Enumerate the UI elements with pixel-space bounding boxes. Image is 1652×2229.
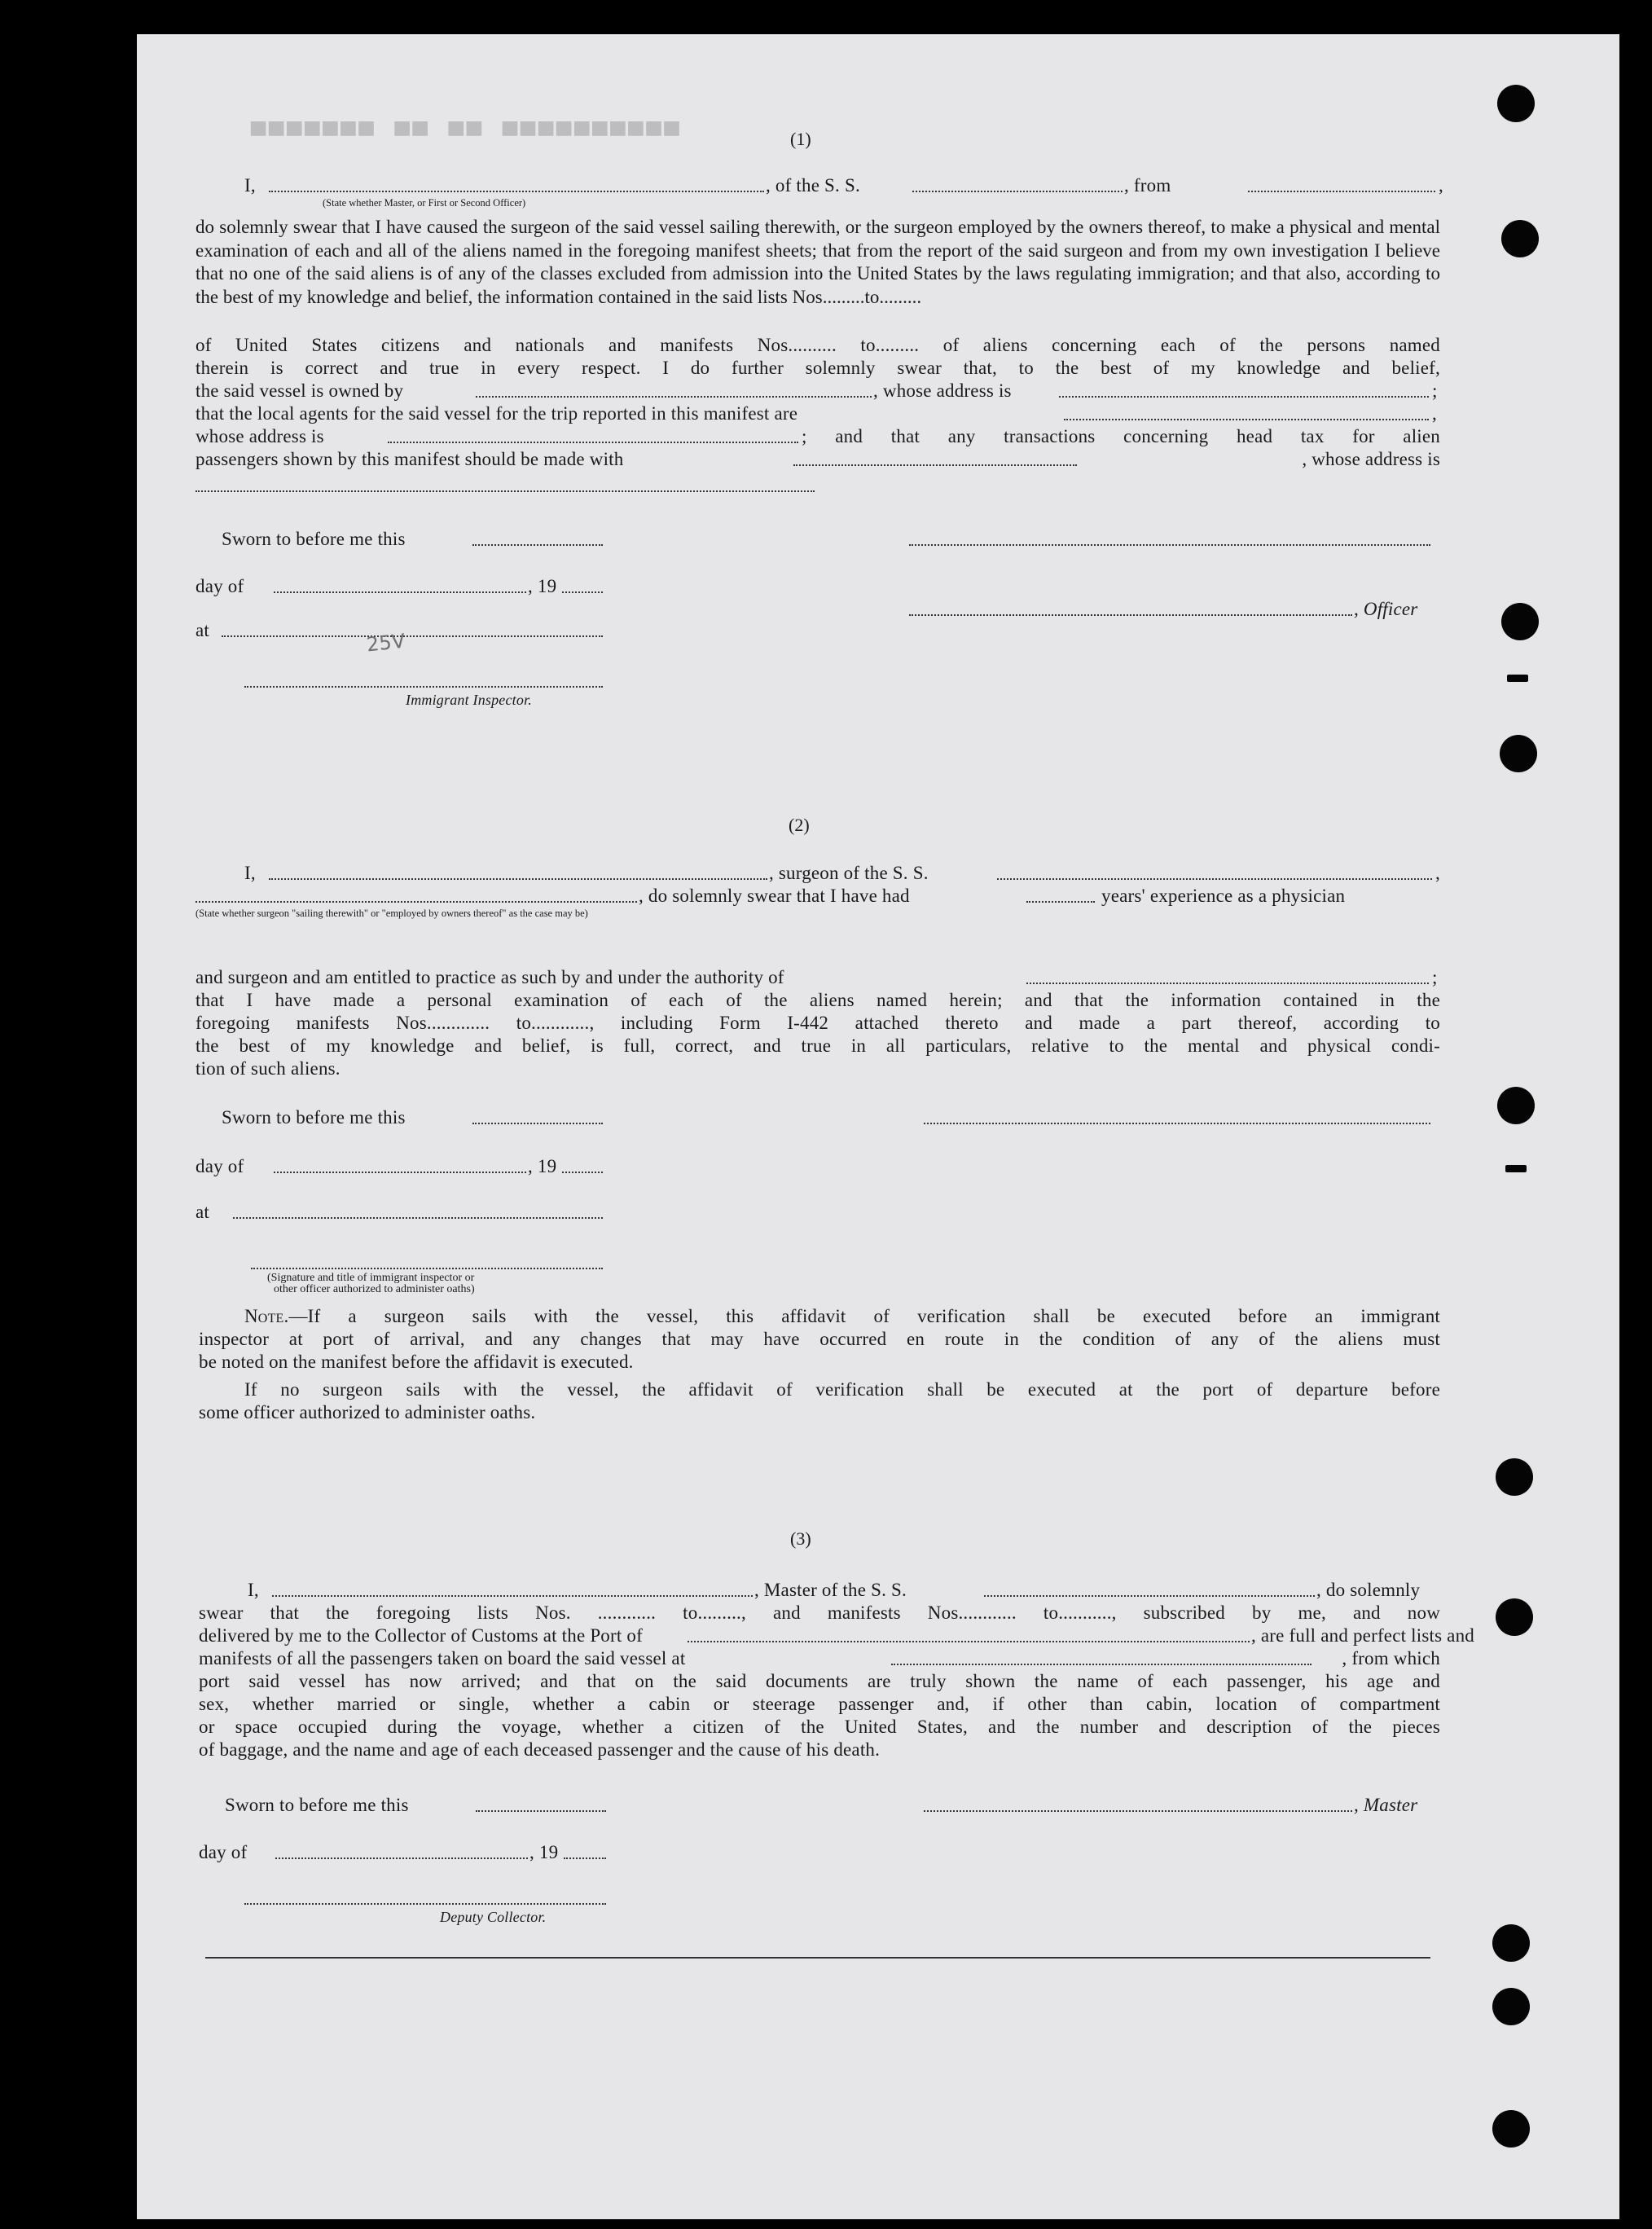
note-label: Note. — [244, 1306, 289, 1326]
section-1-vessel-label: , of the S. S. — [766, 175, 860, 196]
owned-by-label: the said vessel is owned by — [196, 380, 404, 401]
day-of-blank-2[interactable] — [274, 1172, 526, 1173]
punch-hole — [1497, 1087, 1535, 1124]
year-blank-3[interactable] — [564, 1858, 606, 1859]
inspector-signature-blank-2[interactable] — [251, 1268, 603, 1269]
agents-address-label: whose address is — [196, 426, 324, 446]
punch-mark — [1505, 1165, 1527, 1172]
day-of-label-3: day of — [199, 1842, 248, 1862]
sworn-label-3: Sworn to before me this — [225, 1795, 409, 1815]
surgeon-vessel-label: , surgeon of the S. S. — [769, 863, 929, 883]
punch-hole — [1492, 1988, 1530, 2025]
owner-address-semicolon: ; — [1432, 380, 1438, 401]
punch-hole — [1501, 603, 1539, 640]
handwritten-notation: 25V — [365, 629, 406, 657]
owner-blank[interactable] — [476, 396, 872, 398]
caption-surgeon: (State whether surgeon "sailing therewith" or "employed by owners thereof" as the case may be) — [196, 908, 588, 919]
section-1-oath-paragraph — [196, 216, 1440, 309]
master-vessel-blank[interactable] — [984, 1595, 1315, 1597]
surgeon-vessel-comma: , — [1435, 863, 1440, 883]
surgeon-name-blank[interactable] — [269, 878, 767, 880]
caption-signature-line-2: other officer authorized to administer oaths) — [274, 1283, 475, 1295]
sworn-date-blank-3[interactable] — [476, 1810, 606, 1812]
sworn-label-1: Sworn to before me this — [222, 529, 406, 549]
inspector-label: Immigrant Inspector. — [406, 692, 532, 708]
punch-hole — [1492, 1924, 1530, 1962]
section-2-i: I, — [244, 863, 256, 883]
sworn-label-2: Sworn to before me this — [222, 1107, 406, 1128]
master-swear-label: , do solemnly — [1316, 1580, 1421, 1600]
note-line-1 — [244, 1305, 1440, 1327]
delivered-end: , are full and perfect lists and — [1251, 1625, 1474, 1646]
at-place-blank-1[interactable] — [222, 635, 603, 637]
local-agents-label: that the local agents for the said vessel for the trip reported in this manifest are — [196, 403, 798, 424]
note-line-2: inspector at port of arrival, and any changes that may have occurred en route in the condition of any of the aliens must — [199, 1329, 1440, 1349]
note-text-1: —If a surgeon sails with the vessel, this affidavit of verification shall be executed before an immigrant — [288, 1306, 1440, 1326]
sworn-date-blank-1[interactable] — [472, 544, 603, 546]
bottom-rule — [205, 1957, 1430, 1959]
surgeon-vessel-blank[interactable] — [997, 878, 1432, 880]
owner-address-label: , whose address is — [873, 380, 1012, 401]
head-tax-agent-blank[interactable] — [793, 464, 1077, 466]
manifests-end: , from which — [1342, 1648, 1440, 1668]
port-blank[interactable] — [688, 1641, 1250, 1642]
day-of-blank-3[interactable] — [275, 1858, 528, 1859]
head-tax-address-blank[interactable] — [196, 490, 815, 492]
year-label-1: , 19 — [528, 576, 557, 596]
foregoing-line: foregoing manifests Nos............. to............, including Form I-442 attached thereto and made a part thereof, according to — [196, 1013, 1440, 1033]
punch-hole — [1500, 735, 1537, 772]
section-3-number: (3) — [790, 1528, 811, 1549]
section-1-from-label: , from — [1124, 175, 1171, 196]
day-of-blank-1[interactable] — [274, 591, 526, 593]
delivered-label: delivered by me to the Collector of Customs at the Port of — [199, 1625, 643, 1646]
at-place-blank-2[interactable] — [233, 1217, 603, 1219]
from-port-blank[interactable] — [1248, 191, 1435, 192]
note-line-5: some officer authorized to administer oaths. — [199, 1402, 536, 1422]
section-1-number: (1) — [790, 129, 811, 149]
punch-hole — [1496, 1598, 1533, 1636]
punch-mark — [1507, 675, 1528, 682]
day-of-label-2: day of — [196, 1156, 244, 1176]
port-arrived-line: port said vessel has now arrived; and that on the said documents are truly shown the name of each passenger, his age and — [199, 1671, 1440, 1691]
note-line-3: be noted on the manifest before the affidavit is executed. — [199, 1352, 634, 1372]
embarkation-port-blank[interactable] — [891, 1664, 1311, 1665]
manifests-label: manifests of all the passengers taken on board the said vessel at — [199, 1648, 686, 1668]
at-label-2: at — [196, 1202, 209, 1222]
punch-hole — [1492, 2110, 1530, 2148]
officer-label: , Officer — [1354, 599, 1418, 619]
authority-label: and surgeon and am entitled to practice as such by and under the authority of — [196, 967, 784, 987]
authority-semicolon: ; — [1432, 967, 1438, 987]
day-of-label-1: day of — [196, 576, 244, 596]
punch-hole — [1496, 1458, 1533, 1496]
section-1-oath-text: do solemnly swear that I have caused the surgeon of the said vessel sailing therewith, or the surgeon employed by the owners thereof, to make a physical and mental examination of each and all of the aliens named in the foregoing manifest sheets; that from the report of the said surgeon and from my own investigation I believe that no one of the said aliens is of any of the classes excluded from admission into the United States by the laws regulating immigration; and that also, according to the best of my knowledge and belief, the information contained in the said lists Nos.........to......... — [196, 217, 1440, 307]
note-line-4: If no surgeon sails with the vessel, the affidavit of verification shall be executed at the port of departure before — [244, 1379, 1440, 1400]
baggage-line: of baggage, and the name and age of each deceased passenger and the cause of his death. — [199, 1739, 881, 1760]
master-title-blank[interactable] — [269, 191, 764, 192]
local-agents-comma: , — [1432, 403, 1437, 424]
sworn-date-blank-2[interactable] — [472, 1123, 603, 1124]
caption-master: (State whether Master, or First or Second Officer) — [323, 197, 526, 209]
owner-address-blank[interactable] — [1059, 396, 1429, 398]
section-1-end-comma: , — [1439, 175, 1443, 196]
authority-blank[interactable] — [1026, 983, 1429, 984]
officer-signature-blank[interactable] — [909, 614, 1352, 616]
section-1-therein-line: therein is correct and true in every respect. I do further solemnly swear that, to the best of my knowledge and belief, — [196, 358, 1440, 378]
master-signature-blank[interactable] — [909, 544, 1430, 546]
space-line: or space occupied during the voyage, whether a citizen of the United States, and the number and description of the pieces — [199, 1717, 1440, 1737]
deputy-signature-blank[interactable] — [244, 1903, 606, 1905]
deputy-collector-label: Deputy Collector. — [440, 1909, 547, 1925]
surgeon-signature-blank[interactable] — [924, 1123, 1430, 1124]
sex-line: sex, whether married or single, whether a cabin or steerage passenger and, if other than cabin, location of compartment — [199, 1694, 1440, 1714]
year-blank-1[interactable] — [562, 591, 603, 593]
agents-address-blank[interactable] — [388, 442, 798, 443]
master-name-blank[interactable] — [272, 1595, 753, 1597]
section-1-citizens-line: of United States citizens and nationals and manifests Nos.......... to......... of aliens concerning each of the persons named — [196, 335, 1440, 355]
caption-signature-line-1: (Signature and title of immigrant inspector or — [267, 1272, 475, 1284]
punch-hole — [1501, 220, 1539, 257]
master-vessel-label: , Master of the S. S. — [754, 1580, 907, 1600]
head-tax-agent-address-label: , whose address is — [1302, 449, 1440, 469]
years-experience-blank[interactable] — [1026, 901, 1095, 903]
vessel-name-blank[interactable] — [912, 191, 1123, 192]
punch-hole — [1497, 85, 1535, 122]
document-page — [137, 34, 1619, 2219]
exam-line: that I have made a personal examination of each of the aliens named herein; and that the information contained in the — [196, 990, 1440, 1010]
years-experience-label: years' experience as a physician — [1101, 886, 1346, 906]
master-signature-blank-3[interactable] — [924, 1810, 1352, 1812]
section-3-i: I, — [248, 1580, 259, 1600]
head-tax-text: ; and that any transactions concerning head tax for alien — [802, 426, 1440, 446]
best-knowledge-line: the best of my knowledge and belief, is full, correct, and true in all particulars, relative to the mental and physical condi- — [196, 1035, 1440, 1056]
year-label-2: , 19 — [528, 1156, 557, 1176]
master-label: , Master — [1354, 1795, 1418, 1815]
head-tax-passengers-label: passengers shown by this manifest should be made with — [196, 449, 624, 469]
surgeon-swear-text: , do solemnly swear that I have had — [639, 886, 910, 906]
section-1-i: I, — [244, 175, 256, 196]
local-agents-blank[interactable] — [1064, 419, 1429, 420]
section-2-number: (2) — [789, 815, 810, 835]
year-blank-2[interactable] — [562, 1172, 603, 1173]
swear-lists-line: swear that the foregoing lists Nos. ............ to........., and manifests Nos............ to..........., subscribed by me, and now — [199, 1603, 1440, 1623]
inspector-signature-blank[interactable] — [244, 686, 603, 688]
at-label-1: at — [196, 620, 209, 640]
year-label-3: , 19 — [529, 1842, 559, 1862]
condition-line: tion of such aliens. — [196, 1058, 341, 1079]
surgeon-status-blank[interactable] — [196, 901, 637, 903]
bleed-through-text: ▀▀▀▀▀▀▀ ▀▀ ▀▀ ▀▀▀▀▀▀▀▀▀▀ — [251, 122, 683, 151]
